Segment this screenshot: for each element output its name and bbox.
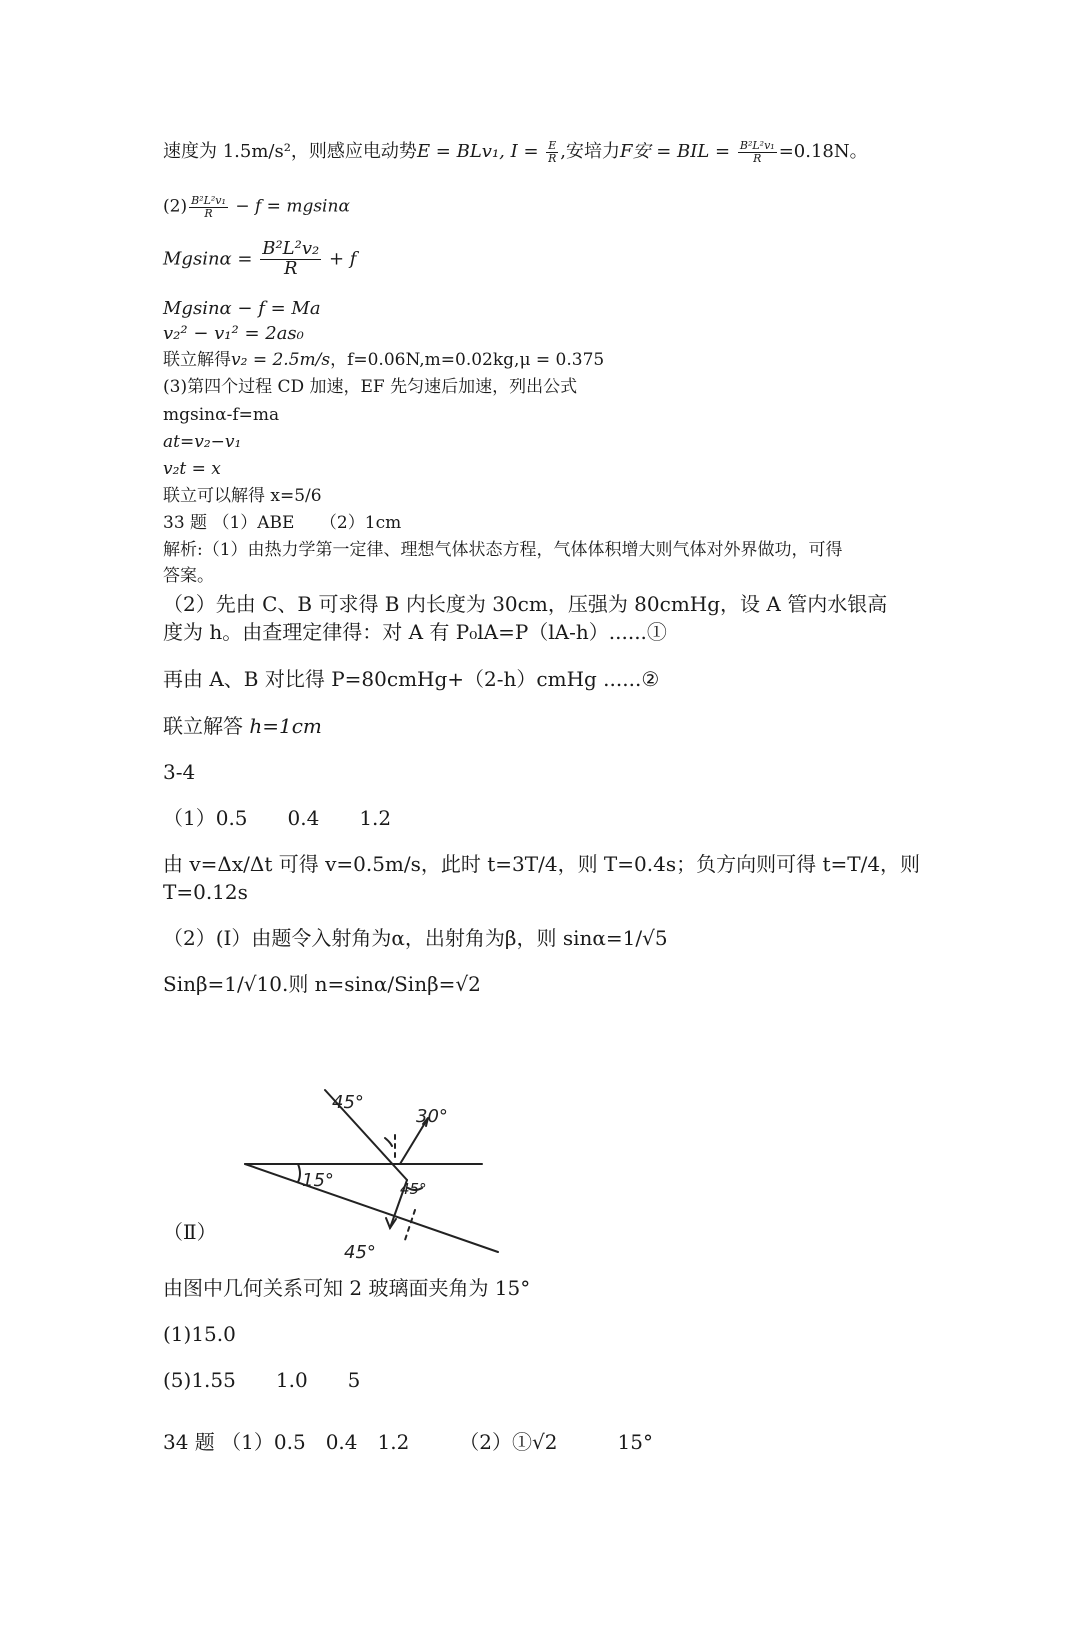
label-45-middle: 45° xyxy=(400,1180,427,1198)
angle-arc-top xyxy=(385,1138,392,1146)
eq1-frac-num: B²L²v₁ xyxy=(191,194,226,207)
current-fraction xyxy=(546,140,558,164)
label-45-top: 45° xyxy=(332,1092,364,1113)
label-30: 30° xyxy=(416,1106,448,1127)
s34-conclusion: 由图中几何关系可知 2 玻璃面夹角为 15° xyxy=(163,1276,531,1300)
force-frac-den: R xyxy=(753,151,762,165)
solve-math: v₂ = 2.5m/s xyxy=(231,350,331,370)
s34-final: 34 题 （1）0.5 0.4 1.2 （2）①√2 15° xyxy=(163,1430,653,1454)
s34-p2-line2: Sinβ=1/√10.则 n=sinα/Sinβ=√2 xyxy=(163,972,481,996)
glass-surface-bottom xyxy=(245,1164,498,1252)
q33-analysis-line1: 解析:（1）由热力学第一定律、理想气体状态方程，气体体积增大则气体对外界做功，可得 xyxy=(163,540,843,560)
current-frac-num: E xyxy=(548,139,557,152)
force-frac-num: B²L²v₁ xyxy=(739,139,775,152)
eq2-frac-den: R xyxy=(283,257,298,279)
s34-ans1: (1)15.0 xyxy=(163,1322,236,1346)
current-frac-den: R xyxy=(548,151,557,165)
s34-part2-label: （Ⅱ） xyxy=(163,1220,217,1244)
angle-arc-left xyxy=(298,1164,300,1182)
part2-label: (2) xyxy=(163,196,188,217)
force-fraction xyxy=(738,140,777,164)
eq1-rest: − f = mgsinα xyxy=(229,196,350,217)
emf-formula: E = BLv₁, I = xyxy=(416,141,545,163)
force-result: =0.18N。 xyxy=(778,141,868,163)
q33-p2-line2: 度为 h。由查理定律得：对 A 有 P₀lA=P（lA-h）......① xyxy=(163,620,667,644)
solve-prefix: 联立解得 xyxy=(163,350,231,370)
q33-p2-line3: 再由 A、B 对比得 P=80cmHg+（2-h）cmHg ......② xyxy=(163,667,660,691)
part2-eq2 xyxy=(163,240,356,279)
eq2-fraction xyxy=(260,240,321,279)
part3-intro: (3)第四个过程 CD 加速，EF 先匀速后加速，列出公式 xyxy=(163,377,578,397)
part2-eq4: v₂² − v₁² = 2as₀ xyxy=(163,323,304,344)
line-1 xyxy=(163,140,868,164)
s34-p1: （1）0.5 0.4 1.2 xyxy=(163,806,392,830)
q33-header: 33 题 （1）ABE （2）1cm xyxy=(163,513,402,533)
part3-eq3: v₂t = x xyxy=(163,459,221,479)
eq1-frac-den: R xyxy=(204,206,213,220)
s34-p1-expl-line2: T=0.12s xyxy=(163,880,248,904)
q33-analysis-line2: 答案。 xyxy=(163,566,214,586)
eq2-rest: + f xyxy=(323,248,357,270)
refraction-diagram xyxy=(240,1080,500,1270)
part3-result: 联立可以解得 x=5/6 xyxy=(163,486,322,506)
ampere-label: ,安培力 xyxy=(560,141,621,163)
label-15: 15° xyxy=(302,1170,334,1191)
part2-solve xyxy=(163,350,604,370)
eq1-fraction xyxy=(189,195,228,219)
normal-line-bottom xyxy=(405,1210,415,1240)
eq2-left: Mgsinα = xyxy=(163,248,259,270)
part3-eq2: at=v₂−v₁ xyxy=(163,432,242,452)
q33-p2-line1: （2）先由 C、B 可求得 B 内长度为 30cm，压强为 80cmHg，设 A 管内水银高 xyxy=(163,592,888,616)
q33-answer-prefix: 联立解答 xyxy=(163,714,250,738)
part2-eq3: Mgsinα − f = Ma xyxy=(163,298,321,319)
s34-ans5: (5)1.55 1.0 5 xyxy=(163,1368,361,1392)
q33-answer-math: h=1cm xyxy=(249,714,322,738)
q33-answer xyxy=(163,714,322,738)
s34-p1-expl-line1: 由 v=Δx/Δt 可得 v=0.5m/s，此时 t=3T/4，则 T=0.4s；负方向则可得 t=T/4，则 xyxy=(163,852,921,876)
part2-eq1 xyxy=(163,195,350,219)
eq2-frac-num: B²L²v₂ xyxy=(262,238,320,259)
part3-eq1: mgsinα-f=ma xyxy=(163,405,280,425)
label-45-bottom: 45° xyxy=(344,1242,376,1263)
s34-p2-line1: （2）(Ⅰ）由题令入射角为α，出射角为β，则 sinα=1/√5 xyxy=(163,926,668,950)
line1-lead: 速度为 1.5m/s²，则感应电动势 xyxy=(163,141,417,163)
force-formula: F安 = BIL = xyxy=(620,141,736,163)
s34-header: 3-4 xyxy=(163,760,196,784)
solve-suffix: ，f=0.06N,m=0.02kg,μ = 0.375 xyxy=(330,350,605,370)
